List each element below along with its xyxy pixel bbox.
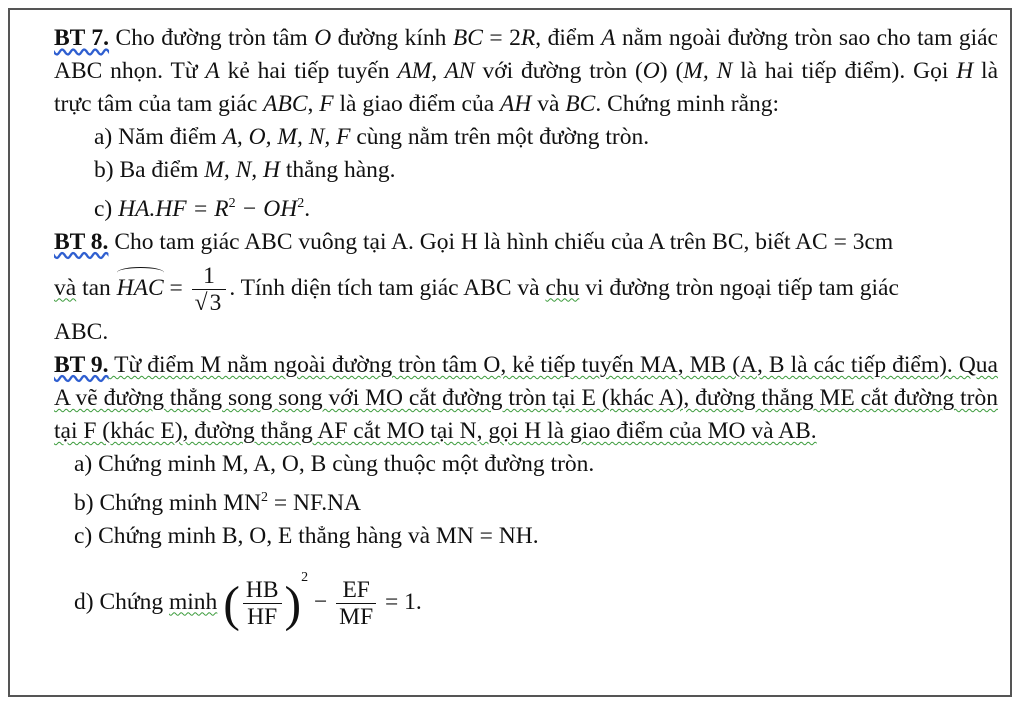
bt8-label: BT 8. bbox=[54, 228, 109, 255]
bt7-label: BT 7. bbox=[54, 25, 110, 51]
fraction-ef-mf: $\frac{EF}{MF}$ bbox=[336, 577, 376, 630]
bt9-item-c: c) Chứng minh B, O, E thẳng hàng và MN = NH. bbox=[74, 522, 539, 549]
bt9-item-d: d) Chứng minh ( $\frac{HB}{HF}$ )$^2$ − $\frac{EF}{MF}$ = 1. bbox=[74, 569, 422, 632]
angle-hac: HAC bbox=[117, 272, 164, 305]
bt9-paragraph: BT 9. Từ điểm M nằm ngoài đường tròn tâm O, kẻ tiếp tuyến MA, MB (A, B là các tiếp điểm). Qua A vẽ đường thẳng song song với MO cắt đường tròn tại E (khác A), đường thẳng ME cắt đường tròn tại F (khác E), đường thẳng AF cắt MO tại N, gọi H là giao điểm của MO và AB. bbox=[54, 351, 998, 444]
bt8-paragraph: BT 8. Cho tam giác ABC vuông tại A. Gọi H là hình chiếu của A trên BC, biết AC = 3cm bbox=[54, 228, 894, 255]
bt9-item-a: a) Chứng minh M, A, O, B cùng thuộc một đường tròn. bbox=[74, 450, 595, 477]
bt7-item-b: b) Ba điểm M, N, H thẳng hàng. bbox=[94, 157, 396, 183]
bt7-item-c: c) $HA.HF = R^2 - OH^2$. bbox=[94, 195, 311, 222]
bt9-label: BT 9. bbox=[54, 351, 109, 378]
bt9-item-b: b) Chứng minh $MN^2 = NF.NA$ bbox=[74, 489, 362, 516]
bt8-line3: ABC. bbox=[54, 318, 109, 345]
bt7-item-a: a) Năm điểm A, O, M, N, F cùng nằm trên một đường tròn. bbox=[94, 124, 650, 150]
fraction-1-sqrt3: $\frac{1}{√3}$ bbox=[192, 263, 227, 316]
bt8-line2: và tan HAC = $\frac{1}{√3}$ . Tính diện tích tam giác ABC và chu vi đường tròn ngoại tiếp tam giác bbox=[54, 262, 899, 316]
exercise-content bbox=[54, 22, 998, 630]
fraction-hb-hf: $\frac{HB}{HF}$ bbox=[243, 577, 282, 630]
bt7-paragraph: BT 7. Cho đường tròn tâm O đường kính BC = 2R, điểm A nằm ngoài đường tròn sao cho tam giác ABC nhọn. Từ A kẻ hai tiếp tuyến AM, AN với đường tròn (O) (M, N là hai tiếp điểm). Gọi H là trực tâm của tam giác ABC, F là giao điểm của AH và BC. Chứng minh rằng: bbox=[54, 25, 998, 117]
document-frame bbox=[8, 8, 1012, 697]
